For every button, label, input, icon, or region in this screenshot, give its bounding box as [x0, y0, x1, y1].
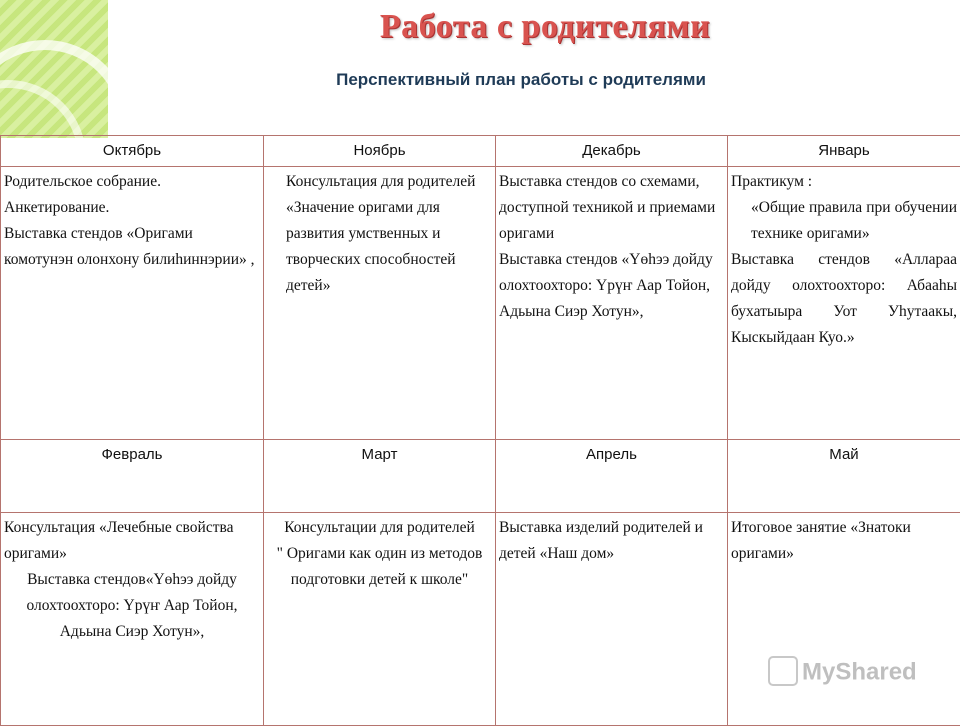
month-header: Март	[264, 440, 496, 513]
watermark-logo-icon	[768, 656, 798, 686]
plan-row	[1, 513, 960, 726]
month-header: Октябрь	[1, 136, 264, 167]
watermark: MyShared	[768, 658, 917, 688]
month-header-row	[1, 440, 960, 513]
plan-cell-january: Практикум : «Общие правила при обучении технике оригами» Выставка стендов «Аллараа дойду олохтоохторо: Абааhы бухатыыра Уот Уhутаакы, Кыскыйдаан Куо.»	[728, 167, 960, 440]
plan-cell-december: Выставка стендов со схемами, доступной техникой и приемами оригами Выставка стендов «Үөhээ дойду олохтоохторо: Үрүҥ Аар Тойон, Адьына Сиэр Хотун»,	[496, 167, 728, 440]
page-subtitle: Перспективный план работы с родителями	[0, 70, 960, 90]
month-header: Январь	[728, 136, 960, 167]
plan-table	[0, 135, 960, 726]
month-header: Февраль	[1, 440, 264, 513]
month-header: Май	[728, 440, 960, 513]
month-header: Декабрь	[496, 136, 728, 167]
plan-row	[1, 167, 960, 440]
month-header: Апрель	[496, 440, 728, 513]
plan-cell-march: Консультации для родителей " Оригами как один из методов подготовки детей к школе"	[264, 513, 496, 726]
plan-cell-october: Родительское собрание. Анкетирование. Выставка стендов «Оригами комотунэн олонхону билиhиннэрии» ,	[1, 167, 264, 440]
plan-cell-february: Консультация «Лечебные свойства оригами» Выставка стендов«Үөhээ дойду олохтоохторо: Үрүҥ Аар Тойон, Адьына Сиэр Хотун»,	[1, 513, 264, 726]
month-header: Ноябрь	[264, 136, 496, 167]
month-header-row	[1, 136, 960, 167]
plan-cell-may: Итоговое занятие «Знатоки оригами»	[728, 513, 960, 726]
page-title: Работа с родителями	[0, 8, 960, 46]
plan-cell-april: Выставка изделий родителей и детей «Наш дом»	[496, 513, 728, 726]
plan-cell-november: Консультация для родителей «Значение оригами для развития умственных и творческих способностей детей»	[264, 167, 496, 440]
